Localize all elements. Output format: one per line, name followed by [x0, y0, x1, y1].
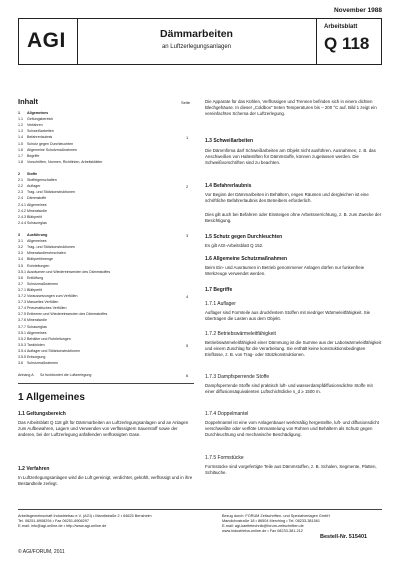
toc-row-label: Allgemeines	[27, 111, 49, 115]
section-1-4-heading: 1.4 Befahrerlaubnis	[205, 183, 252, 189]
toc-row-number: 2.4.1	[18, 202, 26, 207]
toc-row-label: Rohrleitungen	[27, 263, 50, 268]
toc-row-number: 3.4	[18, 257, 23, 262]
toc-row-label: Ausräumen und Wiedereinwerden des Dämmstoffes	[27, 269, 111, 274]
agi-logo: AGI	[27, 29, 66, 52]
toc-row-number: 3.7	[18, 281, 23, 286]
footer-left-line: E-mail: info@agi-online.de • http://www.agi-online.de	[18, 524, 107, 528]
title-box	[77, 19, 317, 64]
toc-page-number: 5	[186, 342, 189, 348]
section-1-5-text: Es gilt AGI-Arbeitsblatt Q 152.	[205, 243, 264, 248]
section-1-4-text-2: Dies gilt auch bei Befahren oder Einsteigen ohne Arbeitsverrichtung, z. B. zum Zwecke der Besichtigung.	[205, 212, 382, 223]
toc-heading: Inhalt	[18, 97, 38, 106]
toc-row-label: Trag- und Stützkonstruktionen	[27, 190, 76, 195]
copyright: © AGI/FORUM, 2011	[18, 549, 65, 555]
toc-row-label: Schaumglas	[27, 324, 47, 329]
sheet-box	[316, 19, 381, 64]
toc-row-label: Auflager	[27, 184, 41, 189]
document-subtitle: an Luftzerlegungsanlagen	[161, 44, 232, 50]
section-1-4-text-1: Vor Beginn der Dämmarbeiten in Behältern, engen Räumen und dergleichen ist eine schriftliche Befahrerlaubnis des Betreibers erforderlich.	[205, 192, 369, 203]
toc-row-number: 3.5.5	[18, 355, 26, 359]
toc-row-number: 2.2	[18, 184, 23, 189]
section-1-7-4-heading: 1.7.4 Doppelmantel	[205, 411, 249, 417]
logo-box	[19, 19, 78, 64]
toc-row-label: Stoffe	[27, 172, 38, 176]
toc-row-label: Entsorgung	[27, 355, 46, 359]
toc-row-label: Mineralwolle	[27, 208, 47, 213]
toc-row-number: 3.7.2	[18, 294, 26, 298]
toc-row-number: 3.5.4	[18, 348, 26, 353]
section-1-7-1-heading: 1.7.1 Auflager	[205, 301, 236, 307]
footer-right-line: Mandichostraße 18 • 86504 Merching • Tel. 08233-381561	[222, 519, 320, 523]
toc-row-label: Allgemeine Schutzmaßnahmen	[27, 147, 77, 152]
toc-row-number: 1	[18, 111, 20, 115]
section-1-6-heading: 1.6 Allgemeine Schutzmaßnahmen	[205, 256, 288, 262]
toc-row-label: Mineralwolle	[27, 318, 47, 323]
toc-row-label: Entleeren und Wiedereinwerden des Dämmstoffes	[27, 312, 108, 317]
toc-row-number: 3.7.6	[18, 318, 26, 323]
section-1-2-text: In Luftzerlegungsanlagen wird die Luft gereinigt, verdichtet, gekühlt, verflüssigt und in ihre Bestandteile zerlegt.	[18, 475, 193, 486]
toc-row-label: Begriffe	[27, 153, 40, 158]
toc-row-label: Tankböden	[27, 342, 45, 347]
section-1-7-4-text: Doppelmantel ist eine vom Anlagenbauer werkmäßig hergestellte, luft- und diffusionsdicht verschweißte oder verflöte Ummantelung von Rohren und Behältern als Schutz gegen Durchleuchtung und mechanische Beschädigung.	[205, 420, 379, 437]
footer-right-line: www.industrieba-online.de • Fax 08233-381-212	[222, 529, 303, 533]
toc-row-number: 1.3	[18, 129, 23, 134]
toc-page-number: 2	[186, 184, 189, 190]
toc-row-number: 2.4.2	[18, 208, 26, 213]
section-1-7-2-text: Betriebswärmeleitfähigkeit einer Dämmung ist die Summe aus der Laborwärmeleitfähigkeit und einem Zuschlag für die Verarbeitung. Sie enthält keine konstruktionsbedingten Einflüsse, z. B. von Trag- oder Stützkonstruktionen.	[205, 340, 382, 357]
footer-divider	[18, 509, 382, 510]
toc-row-label: Schutzmaßnahmen	[27, 361, 59, 366]
section-1-6-text: Beim Ein- und Ausräumen in Betrieb genommener Anlagen dürfen nur funkenfreie Werkzeuge verwendet werden.	[205, 265, 365, 276]
toc-row-label: Ausführung	[27, 233, 48, 237]
toc-page-number: 6	[186, 373, 189, 379]
toc-row-number: 2.4	[18, 196, 23, 201]
toc-row-label: Allgemeines	[27, 202, 47, 207]
toc-row-label: Behälter und Rohrleitungen	[27, 336, 71, 341]
toc-row-number: 2.4.4	[18, 220, 26, 225]
toc-row-label: Entlüftung	[27, 275, 44, 280]
toc-row-label: Schutzmaßnahmen	[27, 281, 59, 286]
toc-row-label: Blähperlit	[27, 214, 42, 219]
section-1-7-3-text: Dampfsperrende Stoffe sind praktisch luft- und wasserdampfdiffusionsdichte Stoffe mit einer diffusionsäquivalenten Luftschichtdicke s_d ≥ 1500 m.	[205, 383, 373, 394]
toc-row-number: 2.4.3	[18, 214, 26, 219]
section-1-1-text: Das Arbeitsblatt Q 118 gilt für Dämmarbeiten an Luftzerlegungsanlagen und an Anlagen zum Aufbewahren, Lagern und Verwenden von verflüssigtem Sauerstoff sowie der anderen, bei der Luftzerlegung anfallenden verflüssigten Gase.	[18, 420, 189, 437]
toc-row-label: Geltungsbereich	[27, 117, 54, 122]
toc-row-number: 3.5.1	[18, 330, 26, 335]
footer-distributor	[222, 514, 382, 534]
section-1-7-5-heading: 1.7.5 Formstücke	[205, 455, 244, 461]
toc-page-number: 3	[186, 233, 189, 238]
toc-row-label: Allgemeines	[27, 330, 47, 335]
sheet-label: Arbeitsblatt	[324, 24, 358, 30]
toc-row-label: Schaumglas	[27, 220, 47, 225]
toc-row-number: 3.1	[18, 239, 23, 244]
intro-text: Die Apparate für das Kühlen, Verflüssigen und Trennen befinden sich in einem dichten Blechgehäuse. In dieser „Coldbox" treten Temperaturen bis – 200 °C auf. Bild 1 zeigt ein vereinfachtes Schema der Luftzerlegung.	[205, 99, 377, 116]
toc-row-number: 3.6	[18, 361, 23, 366]
section-1-5-heading: 1.5 Schutz gegen Durchleuchten	[205, 234, 283, 240]
toc-divider	[18, 383, 194, 384]
toc-row-label: Schweißarbeiten	[27, 129, 54, 134]
toc-row-label: Pneumatisches Verfüllen	[27, 306, 67, 311]
toc-row-number: 1.6	[18, 147, 23, 152]
document-header	[18, 18, 382, 65]
toc-row-number: 2.1	[18, 178, 23, 183]
section-1-1-heading: 1.1 Geltungsbereich	[18, 411, 66, 417]
toc-row-label: Schutz gegen Durchleuchten	[27, 141, 74, 146]
toc-row-number: 3.2	[18, 245, 23, 250]
toc-row-label: Voraussetzungen zum Verfüllen	[27, 294, 78, 298]
toc-page-number: 1	[186, 135, 189, 141]
toc-row-label: Blähperlitmenge	[27, 257, 53, 262]
toc-row-label: Vorschriften, Normen, Richtlinien, Arbeitsblätter	[27, 159, 103, 164]
footer-publisher	[18, 514, 188, 529]
toc-row-label: Allgemeines	[27, 239, 47, 244]
section-1-7-heading: 1.7 Begriffe	[205, 287, 233, 293]
toc-list	[0, 111, 200, 381]
section-1-3-heading: 1.3 Schweißarbeiten	[205, 138, 254, 144]
toc-row-label: Befahrerlaubnis	[27, 135, 53, 140]
toc-row-number: Anhang A	[18, 373, 34, 378]
toc-row-number: 1.4	[18, 135, 23, 140]
footer-left-line: Tel. 06251-8908294 • Fax 06251-8908297	[18, 519, 89, 523]
document-title: Dämmarbeiten	[160, 28, 233, 40]
toc-row-number: 3	[18, 233, 20, 237]
toc-row-number: 2.3	[18, 190, 23, 195]
toc-row-number: 1.2	[18, 123, 23, 128]
sheet-number: Q 118	[324, 34, 370, 53]
order-number: Bestell-Nr. 515401	[320, 534, 368, 540]
section-1-7-2-heading: 1.7.2 Betriebswärmeleitfähigkeit	[205, 331, 276, 337]
section-1-2-heading: 1.2 Verfahren	[18, 466, 50, 472]
issue-date: November 1988	[333, 7, 382, 14]
toc-row-number: 3.5.1	[18, 269, 26, 274]
toc-row-number: 3.7.3	[18, 300, 26, 305]
footer-right-line: Bezug durch: FORUM Zeitschriften- und Spezialverlagen GmbH	[222, 514, 330, 518]
toc-row-number: 3.5.3	[18, 342, 26, 347]
toc-row-number: 2	[18, 172, 20, 176]
toc-row-number: 1.7	[18, 153, 23, 158]
toc-row-number: 3.7.4	[18, 306, 26, 311]
footer-left-line: Arbeitsgemeinschaft Industriebau e.V. (AGI) • Mandlstraße 2 • 64625 Bensheim	[18, 514, 152, 518]
section-1-3-text: Die Dämmfirma darf Schweißarbeiten am Objekt nicht ausführen. Ausnahmen, z. B. das Anschweißen von Haltestiften für Dämmstoffe, können zugelassen werden. Die Schweißvorschriften sind zu beachten.	[205, 148, 376, 165]
toc-row-label: Dämmstoffe	[27, 196, 47, 201]
toc-page-number: 4	[186, 294, 189, 299]
toc-row-label: Sz funktioniert die Luftzerlegung	[40, 373, 92, 378]
toc-row-number: 1.8	[18, 159, 23, 164]
toc-row-label: Trag- und Stützkonstruktionen	[27, 245, 76, 250]
section-1-7-5-text: Formstücke sind vorgefertigte Teile aus Dämmstoffen, z. B. Schalen, Segmente, Platten, Schläuche.	[205, 464, 377, 475]
toc-row-number: 3.6	[18, 275, 23, 280]
toc-row-number: 3.3	[18, 251, 23, 256]
toc-row-label: Stoffeigenschaften	[27, 178, 57, 183]
footer-right-line: E-mail: agi-kaeltetechnik@forum-zeitschriften.de	[222, 524, 304, 528]
toc-page-label: Seite	[181, 100, 191, 105]
section-1-7-1-text: Auflager sind Formteile aus druckfestem Stoffen mit niedriger Wärmeleitfähigkeit. Sie übertragen die Lasten aus dem Objekt.	[205, 310, 371, 321]
toc-row-number: 3.5	[18, 263, 23, 268]
toc-row-label: Manuelles Verfüllen	[27, 300, 59, 305]
section-1-7-3-heading: 1.7.3 Dampfsperrende Stoffe	[205, 374, 270, 380]
section-1-heading: 1 Allgemeines	[18, 392, 85, 403]
toc-row-number: 1.1	[18, 117, 23, 122]
toc-row-number: 3.7.1	[18, 287, 26, 292]
toc-row-number: 3.5.2	[18, 336, 26, 341]
toc-row-number: 3.7.7	[18, 324, 26, 329]
toc-row-label: Auflager und Stützkonstruktionen	[27, 348, 80, 353]
toc-row-label: Blähperlit	[27, 287, 42, 292]
toc-row-number: 3.7.5	[18, 312, 26, 317]
toc-row-label: Mineralwollerohrschalen	[27, 251, 66, 256]
toc-row-label: Verfahren	[27, 123, 43, 128]
toc-row-number: 1.5	[18, 141, 23, 146]
